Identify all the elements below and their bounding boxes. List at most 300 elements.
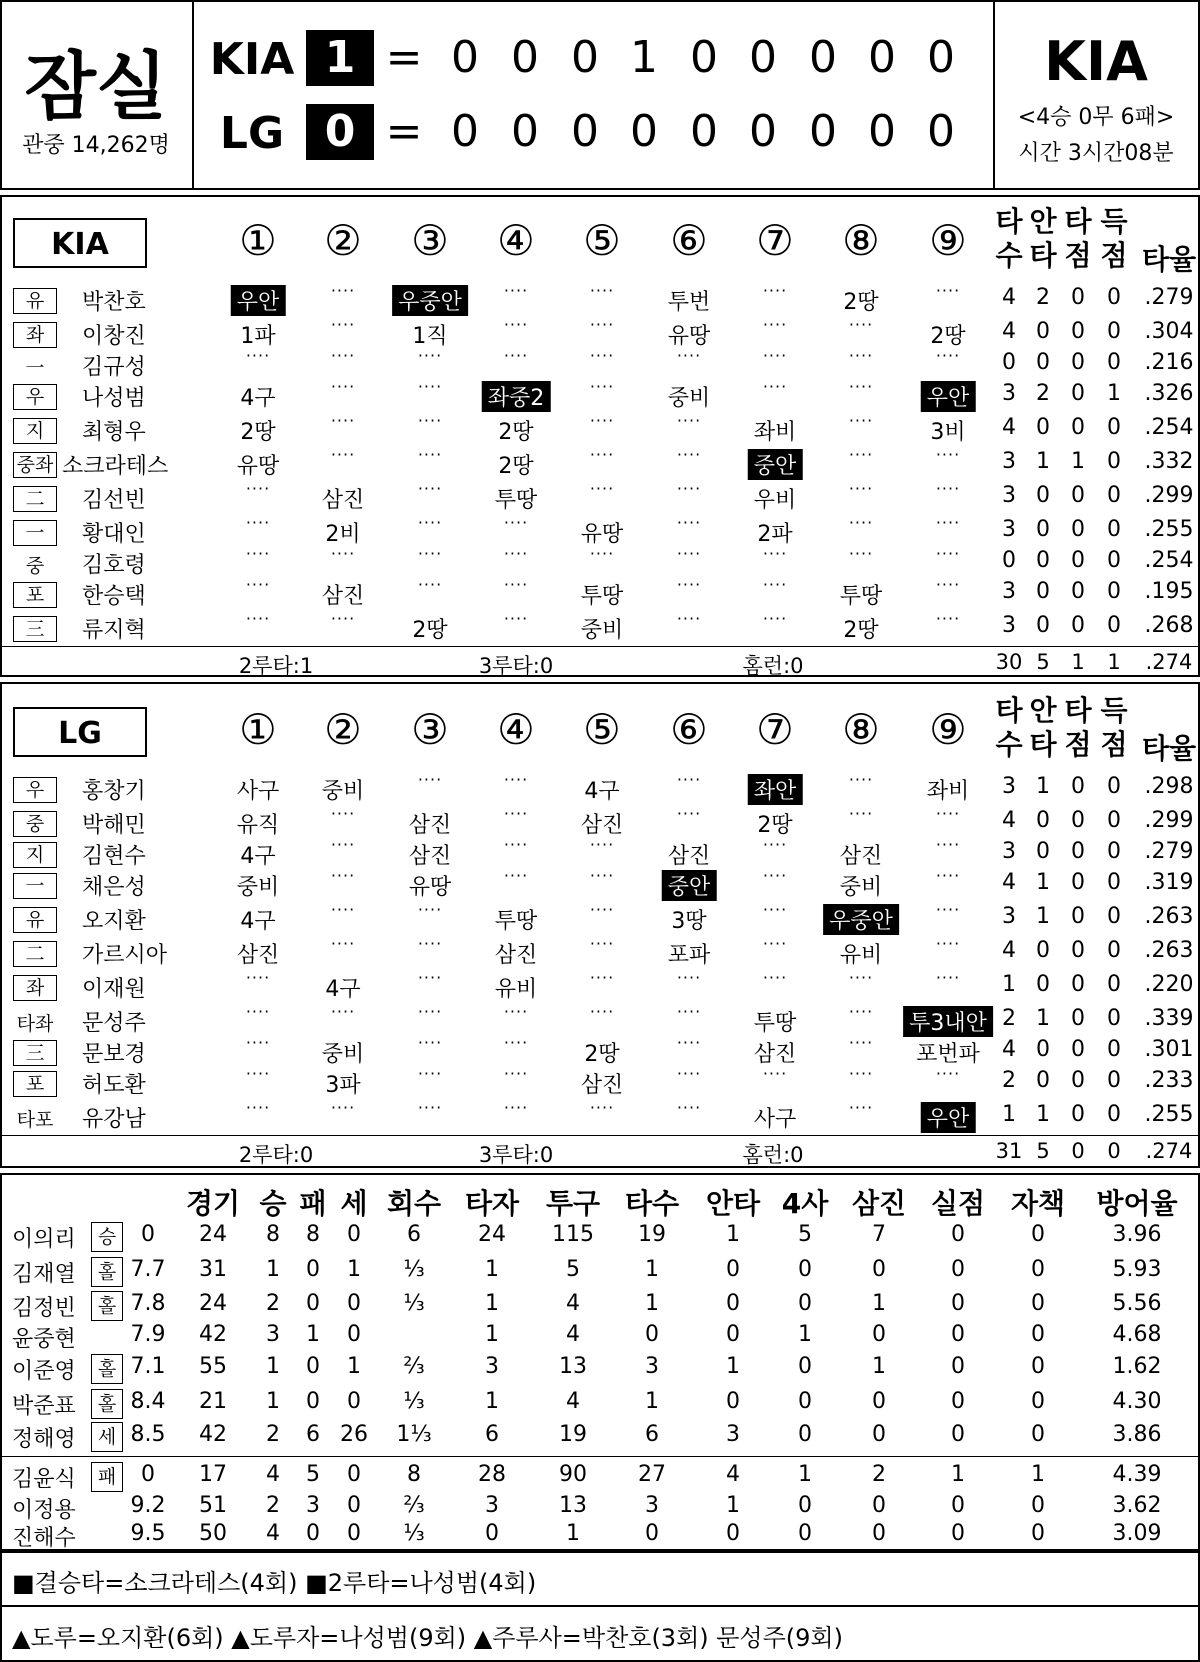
pitching-stat: 0 bbox=[306, 1354, 320, 1379]
inning-header: ③ bbox=[411, 705, 449, 754]
pitching-stat: 1 bbox=[726, 1222, 740, 1247]
batting-stat: 4 bbox=[1002, 1037, 1016, 1062]
at-bat-result: ···· bbox=[676, 1098, 702, 1117]
pitching-header: 4사 bbox=[781, 1187, 829, 1220]
at-bat-result: 투땅 bbox=[753, 1011, 797, 1036]
batting-stat: .255 bbox=[1144, 1102, 1194, 1127]
batting-total: 5 bbox=[1036, 650, 1050, 674]
pitching-stat: 7 bbox=[872, 1222, 886, 1247]
batting-stat: 2 bbox=[1036, 381, 1050, 406]
at-bat-result: ···· bbox=[935, 513, 961, 532]
linescore-inning-run: 0 bbox=[690, 106, 718, 157]
pitching-stat: 2 bbox=[872, 1462, 886, 1487]
pitching-stat: 6 bbox=[407, 1222, 421, 1247]
entry-inning: 9.2 bbox=[130, 1493, 166, 1518]
notes-divider bbox=[0, 1605, 1200, 1607]
pitching-stat: 0 bbox=[951, 1322, 965, 1347]
batting-stat: 1 bbox=[1036, 774, 1050, 799]
player-name: 이창진 bbox=[82, 324, 146, 349]
at-bat-result: ···· bbox=[848, 1002, 874, 1021]
linescore-total-runs: 0 bbox=[306, 104, 374, 160]
linescore-total-runs: 1 bbox=[306, 30, 374, 86]
batting-total: 1 bbox=[1071, 650, 1085, 674]
pitcher-name: 김윤식 bbox=[12, 1467, 76, 1492]
pitching-stat: 0 bbox=[1031, 1389, 1045, 1414]
at-bat-result: 포번파 bbox=[916, 1042, 980, 1067]
at-bat-result: 중비 bbox=[236, 875, 280, 900]
at-bat-result: 삼진 bbox=[580, 813, 624, 838]
at-bat-result: ···· bbox=[676, 804, 702, 823]
inning-header: ① bbox=[239, 216, 277, 265]
pitching-stat: 4 bbox=[266, 1462, 280, 1487]
inning-header: ⑧ bbox=[842, 705, 880, 754]
at-bat-result: ···· bbox=[848, 513, 874, 532]
player-name: 문보경 bbox=[82, 1042, 146, 1067]
attendance: 관중 14,262명 bbox=[22, 133, 170, 158]
at-bat-result: 유비 bbox=[839, 943, 883, 968]
decision-badge: 패 bbox=[91, 1462, 123, 1492]
pitching-stat: 3.86 bbox=[1112, 1422, 1162, 1447]
pitching-stat: 26 bbox=[340, 1422, 368, 1447]
position-label: 지 bbox=[13, 842, 57, 868]
batting-stat: 0 bbox=[1071, 483, 1085, 508]
player-name: 나성범 bbox=[82, 386, 146, 411]
pitching-stat: 0 bbox=[951, 1354, 965, 1379]
at-bat-result: ···· bbox=[935, 835, 961, 854]
at-bat-result: ···· bbox=[330, 934, 356, 953]
triples-total: 3루타:0 bbox=[478, 1143, 554, 1167]
pitching-stat: 42 bbox=[199, 1422, 227, 1447]
pitching-stat: 0 bbox=[1031, 1493, 1045, 1518]
pitching-header: 타수 bbox=[624, 1187, 680, 1220]
at-bat-result: 유땅 bbox=[667, 324, 711, 349]
at-bat-result: ···· bbox=[417, 900, 443, 919]
pitching-stat: 0 bbox=[798, 1354, 812, 1379]
hit-result: 우중안 bbox=[392, 285, 468, 316]
pitching-stat: 1.62 bbox=[1112, 1354, 1162, 1379]
winner-team: KIA bbox=[1044, 30, 1148, 93]
pitching-stat: ⅔ bbox=[403, 1493, 425, 1518]
batting-stat: 0 bbox=[1107, 483, 1121, 508]
player-name: 박찬호 bbox=[82, 290, 146, 315]
batting-stat: 0 bbox=[1036, 938, 1050, 963]
at-bat-result: 4구 bbox=[584, 779, 620, 804]
batting-stat: 0 bbox=[1071, 381, 1085, 406]
batting-stat: 1 bbox=[1036, 904, 1050, 929]
pitching-stat: 1 bbox=[872, 1354, 886, 1379]
at-bat-result: 투땅 bbox=[494, 488, 538, 513]
batting-stat: 0 bbox=[1036, 1037, 1050, 1062]
pitching-stat: 0 bbox=[306, 1257, 320, 1282]
batting-stat: 3 bbox=[1002, 449, 1016, 474]
at-bat-result: 삼진 bbox=[839, 844, 883, 869]
pitching-stat: 3 bbox=[645, 1493, 659, 1518]
pitching-stat: 0 bbox=[347, 1222, 361, 1247]
at-bat-result: ···· bbox=[589, 544, 615, 563]
inning-header: ⑤ bbox=[583, 705, 621, 754]
hit-result: 좌안 bbox=[748, 774, 803, 805]
doubles-total: 2루타:1 bbox=[238, 654, 314, 678]
pitching-header: 회수 bbox=[386, 1187, 442, 1220]
at-bat-result: ···· bbox=[935, 575, 961, 594]
inning-header: ⑨ bbox=[929, 705, 967, 754]
at-bat-result: ···· bbox=[848, 315, 874, 334]
at-bat-result: ···· bbox=[762, 609, 788, 628]
at-bat-result: ···· bbox=[417, 346, 443, 365]
batting-stat: 0 bbox=[1036, 319, 1050, 344]
at-bat-result: ···· bbox=[762, 866, 788, 885]
at-bat-result: ···· bbox=[330, 411, 356, 430]
homeruns-total: 홈런:0 bbox=[742, 654, 804, 678]
at-bat-result: ···· bbox=[589, 411, 615, 430]
pitching-stat: 0 bbox=[726, 1521, 740, 1546]
pitching-stat: 3 bbox=[306, 1493, 320, 1518]
stat-header: 득 bbox=[1100, 694, 1128, 727]
pitching-stat: 1 bbox=[266, 1389, 280, 1414]
pitching-stat: 31 bbox=[199, 1257, 227, 1282]
stat-header: 타 bbox=[995, 694, 1023, 727]
batting-stat: .279 bbox=[1144, 285, 1194, 310]
at-bat-result: 2땅 bbox=[930, 324, 966, 349]
linescore-inning-run: 0 bbox=[630, 106, 658, 157]
pitching-stat: 2 bbox=[266, 1291, 280, 1316]
at-bat-result: ···· bbox=[245, 1098, 271, 1117]
at-bat-result: 2파 bbox=[757, 522, 793, 547]
at-bat-result: 삼진 bbox=[408, 844, 452, 869]
at-bat-result: 4구 bbox=[240, 844, 276, 869]
at-bat-result: ···· bbox=[245, 346, 271, 365]
inning-header: ⑥ bbox=[670, 705, 708, 754]
pitching-stat: 0 bbox=[951, 1521, 965, 1546]
inning-header: ③ bbox=[411, 216, 449, 265]
at-bat-result: ···· bbox=[417, 770, 443, 789]
batting-total: 30 bbox=[995, 650, 1023, 674]
player-name: 문성주 bbox=[82, 1011, 146, 1036]
at-bat-result: ···· bbox=[245, 513, 271, 532]
pitching-stat: 0 bbox=[872, 1322, 886, 1347]
decision-badge: 홀 bbox=[91, 1389, 123, 1419]
batting-stat: 0 bbox=[1071, 285, 1085, 310]
entry-inning: 7.7 bbox=[130, 1257, 166, 1282]
batting-stat: 0 bbox=[1071, 1006, 1085, 1031]
linescore-inning-run: 0 bbox=[511, 32, 539, 83]
pitcher-name: 이정용 bbox=[12, 1498, 76, 1523]
totals-divider bbox=[0, 646, 1200, 647]
linescore-inning-run: 0 bbox=[927, 32, 955, 83]
batting-stat: 2 bbox=[1002, 1068, 1016, 1093]
pitching-stat: 1 bbox=[798, 1462, 812, 1487]
inning-header: ⑤ bbox=[583, 216, 621, 265]
inning-header: ⑦ bbox=[756, 705, 794, 754]
batting-stat: 1 bbox=[1002, 1102, 1016, 1127]
batting-stat: 0 bbox=[1036, 1068, 1050, 1093]
at-bat-result: ···· bbox=[503, 1064, 529, 1083]
position-label: 二 bbox=[13, 486, 57, 512]
at-bat-result: ···· bbox=[589, 377, 615, 396]
pitching-stat: 0 bbox=[1031, 1322, 1045, 1347]
position-label: 지 bbox=[13, 418, 57, 444]
batting-stat: 0 bbox=[1071, 839, 1085, 864]
batting-stat: 0 bbox=[1071, 1068, 1085, 1093]
at-bat-result: 1직 bbox=[412, 324, 448, 349]
pitching-stat: 8 bbox=[266, 1222, 280, 1247]
position-label: 二 bbox=[13, 941, 57, 967]
pitching-stat: 17 bbox=[199, 1462, 227, 1487]
pitching-stat: 1 bbox=[645, 1291, 659, 1316]
pitching-stat: 24 bbox=[478, 1222, 506, 1247]
pitching-header: 삼진 bbox=[851, 1187, 907, 1220]
batting-stat: .268 bbox=[1144, 613, 1194, 638]
batting-stat: 0 bbox=[1071, 1037, 1085, 1062]
at-bat-result: 삼진 bbox=[408, 813, 452, 838]
pitching-stat: 0 bbox=[951, 1493, 965, 1518]
pitching-stat: 4 bbox=[726, 1462, 740, 1487]
player-name: 소크라테스 bbox=[62, 454, 169, 479]
pitching-stat: 0 bbox=[872, 1389, 886, 1414]
at-bat-result: ···· bbox=[589, 934, 615, 953]
pitcher-name: 이의리 bbox=[12, 1227, 76, 1252]
pitching-stat: 28 bbox=[478, 1462, 506, 1487]
at-bat-result: 유비 bbox=[494, 977, 538, 1002]
stat-header: 안 bbox=[1029, 205, 1057, 238]
pitching-stat: 0 bbox=[347, 1521, 361, 1546]
pitcher-name: 윤중현 bbox=[12, 1327, 76, 1352]
pitching-stat: 5 bbox=[566, 1257, 580, 1282]
at-bat-result: 중비 bbox=[839, 875, 883, 900]
batting-stat: .326 bbox=[1144, 381, 1194, 406]
at-bat-result: ···· bbox=[935, 804, 961, 823]
batting-total: .274 bbox=[1145, 1139, 1193, 1163]
at-bat-result: ···· bbox=[935, 900, 961, 919]
batting-stat: 0 bbox=[1107, 1037, 1121, 1062]
at-bat-result: ···· bbox=[417, 411, 443, 430]
batting-stat: 0 bbox=[1071, 548, 1085, 573]
linescore-team-name: LG bbox=[219, 108, 285, 159]
linescore-inning-run: 0 bbox=[809, 106, 837, 157]
stat-header: 점 bbox=[1064, 239, 1092, 272]
hit-result: 우안 bbox=[921, 381, 976, 412]
pitching-stat: 1 bbox=[306, 1322, 320, 1347]
pitching-stat: 0 bbox=[951, 1389, 965, 1414]
position-label: 一 bbox=[25, 357, 45, 379]
pitching-stat: 24 bbox=[199, 1222, 227, 1247]
at-bat-result: ···· bbox=[762, 281, 788, 300]
entry-inning: 8.5 bbox=[130, 1422, 166, 1447]
at-bat-result: ···· bbox=[417, 1033, 443, 1052]
at-bat-result: ···· bbox=[245, 1033, 271, 1052]
pitching-stat: 1 bbox=[645, 1257, 659, 1282]
pitching-header: 세 bbox=[340, 1187, 368, 1220]
at-bat-result: ···· bbox=[417, 1002, 443, 1021]
at-bat-result: 중비 bbox=[667, 386, 711, 411]
pitcher-name: 김재열 bbox=[12, 1262, 76, 1287]
at-bat-result: 2비 bbox=[325, 522, 361, 547]
linescore-inning-run: 0 bbox=[868, 106, 896, 157]
pitching-stat: ⅓ bbox=[403, 1521, 425, 1546]
pitching-stat: 90 bbox=[559, 1462, 587, 1487]
stat-header: 수 bbox=[995, 728, 1023, 761]
pitching-stat: 3 bbox=[726, 1422, 740, 1447]
batting-stat: 0 bbox=[1107, 579, 1121, 604]
batting-stat: 1 bbox=[1036, 449, 1050, 474]
pitching-stat: 4.39 bbox=[1112, 1462, 1162, 1487]
pitching-stat: ⅓ bbox=[403, 1291, 425, 1316]
batting-stat: 1 bbox=[1036, 1102, 1050, 1127]
at-bat-result: ···· bbox=[417, 479, 443, 498]
pitching-stat: 0 bbox=[1031, 1354, 1045, 1379]
batting-stat: 0 bbox=[1107, 972, 1121, 997]
batting-total: 31 bbox=[995, 1139, 1023, 1163]
pitching-stat: 19 bbox=[638, 1222, 666, 1247]
batting-stat: 1 bbox=[1002, 972, 1016, 997]
at-bat-result: 우비 bbox=[753, 488, 797, 513]
batting-stat: 0 bbox=[1036, 350, 1050, 375]
venue-title: 잠실 bbox=[24, 44, 168, 130]
header-divider-left bbox=[192, 0, 194, 190]
player-name: 허도환 bbox=[82, 1073, 146, 1098]
decision-badge: 세 bbox=[91, 1422, 123, 1452]
player-name: 가르시아 bbox=[82, 943, 168, 968]
batting-stat: 0 bbox=[1107, 839, 1121, 864]
player-name: 김선빈 bbox=[82, 488, 146, 513]
linescore-inning-run: 0 bbox=[451, 106, 479, 157]
pitching-stat: 0 bbox=[798, 1257, 812, 1282]
at-bat-result: ···· bbox=[503, 513, 529, 532]
pitching-stat: 1 bbox=[726, 1493, 740, 1518]
at-bat-result: ···· bbox=[762, 968, 788, 987]
at-bat-result: ···· bbox=[245, 1064, 271, 1083]
batting-stat: .301 bbox=[1144, 1037, 1194, 1062]
at-bat-result: ···· bbox=[676, 968, 702, 987]
player-name: 박해민 bbox=[82, 813, 146, 838]
homeruns-total: 홈런:0 bbox=[742, 1143, 804, 1167]
linescore-inning-run: 1 bbox=[630, 32, 658, 83]
at-bat-result: ···· bbox=[935, 866, 961, 885]
linescore-inning-run: 0 bbox=[809, 32, 837, 83]
pitching-header: 타자 bbox=[464, 1187, 520, 1220]
at-bat-result: ···· bbox=[935, 479, 961, 498]
at-bat-result: ···· bbox=[848, 1033, 874, 1052]
at-bat-result: 삼진 bbox=[321, 488, 365, 513]
at-bat-result: ···· bbox=[330, 445, 356, 464]
pitching-stat: 8 bbox=[407, 1462, 421, 1487]
stat-header: 점 bbox=[1064, 728, 1092, 761]
at-bat-result: ···· bbox=[762, 315, 788, 334]
pitching-stat: 1 bbox=[726, 1354, 740, 1379]
at-bat-result: ···· bbox=[417, 575, 443, 594]
batting-stat: 0 bbox=[1036, 808, 1050, 833]
pitching-stat: 6 bbox=[306, 1422, 320, 1447]
batting-stat: 0 bbox=[1107, 517, 1121, 542]
at-bat-result: ···· bbox=[935, 544, 961, 563]
game-notes-line2: ▲도루=오지환(6회) ▲도루자=나성범(9회) ▲주루사=박찬호(3회) 문성주(9회) bbox=[12, 1624, 843, 1652]
pitching-stat: 5 bbox=[798, 1222, 812, 1247]
player-name: 한승택 bbox=[82, 584, 146, 609]
pitching-stat: 0 bbox=[798, 1389, 812, 1414]
pitching-stat: 0 bbox=[306, 1291, 320, 1316]
game-duration: 시간 3시간08분 bbox=[1018, 141, 1174, 166]
at-bat-result: ···· bbox=[503, 544, 529, 563]
hit-result: 우중안 bbox=[823, 904, 899, 935]
at-bat-result: ···· bbox=[589, 1098, 615, 1117]
batting-total: 1 bbox=[1107, 650, 1121, 674]
decision-badge: 홀 bbox=[91, 1354, 123, 1384]
at-bat-result: ···· bbox=[762, 346, 788, 365]
pitching-stat: 0 bbox=[1031, 1521, 1045, 1546]
batting-stat: 0 bbox=[1107, 613, 1121, 638]
at-bat-result: 4구 bbox=[240, 386, 276, 411]
pitching-stat: 0 bbox=[347, 1493, 361, 1518]
pitching-stat: 1 bbox=[1031, 1462, 1045, 1487]
pitching-stat: 2 bbox=[266, 1422, 280, 1447]
at-bat-result: 삼진 bbox=[494, 943, 538, 968]
player-name: 김현수 bbox=[82, 844, 146, 869]
at-bat-result: ···· bbox=[589, 900, 615, 919]
at-bat-result: 2땅 bbox=[843, 618, 879, 643]
at-bat-result: ···· bbox=[762, 544, 788, 563]
at-bat-result: ···· bbox=[848, 445, 874, 464]
batting-stat: 0 bbox=[1036, 415, 1050, 440]
batting-stat: 3 bbox=[1002, 381, 1016, 406]
batting-stat: 3 bbox=[1002, 517, 1016, 542]
pitching-stat: 1 bbox=[566, 1521, 580, 1546]
pitching-stat: 5.56 bbox=[1112, 1291, 1162, 1316]
at-bat-result: ···· bbox=[848, 1064, 874, 1083]
batting-stat: 0 bbox=[1107, 350, 1121, 375]
pitching-stat: 13 bbox=[559, 1493, 587, 1518]
stat-header: 타 bbox=[1029, 239, 1057, 272]
at-bat-result: ···· bbox=[417, 934, 443, 953]
at-bat-result: ···· bbox=[676, 609, 702, 628]
pitching-stat: 1 bbox=[645, 1389, 659, 1414]
entry-inning: 7.8 bbox=[130, 1291, 166, 1316]
position-label: 중 bbox=[13, 811, 57, 837]
batting-stat: 4 bbox=[1002, 870, 1016, 895]
at-bat-result: ···· bbox=[245, 1002, 271, 1021]
pitching-stat: 1 bbox=[951, 1462, 965, 1487]
entry-inning: 0 bbox=[141, 1462, 155, 1487]
batting-stat: 0 bbox=[1071, 972, 1085, 997]
batting-stat: .255 bbox=[1144, 517, 1194, 542]
batting-stat: 4 bbox=[1002, 319, 1016, 344]
pitching-box bbox=[0, 1173, 1200, 1551]
at-bat-result: ···· bbox=[330, 804, 356, 823]
batting-stat: 3 bbox=[1002, 774, 1016, 799]
batting-stat: 0 bbox=[1071, 415, 1085, 440]
pitching-stat: 0 bbox=[726, 1291, 740, 1316]
player-name: 김호령 bbox=[82, 553, 146, 578]
batting-stat: 0 bbox=[1107, 319, 1121, 344]
batting-stat: 0 bbox=[1107, 449, 1121, 474]
linescore-inning-run: 0 bbox=[571, 106, 599, 157]
at-bat-result: 투땅 bbox=[494, 909, 538, 934]
position-label: 중 bbox=[25, 555, 45, 577]
kia-team-label: KIA bbox=[13, 218, 147, 268]
at-bat-result: 유직 bbox=[236, 813, 280, 838]
batting-stat: 0 bbox=[1071, 319, 1085, 344]
pitching-stat: 27 bbox=[638, 1462, 666, 1487]
pitching-stat: 0 bbox=[872, 1257, 886, 1282]
at-bat-result: ···· bbox=[503, 866, 529, 885]
at-bat-result: ···· bbox=[848, 804, 874, 823]
player-name: 홍창기 bbox=[82, 779, 146, 804]
at-bat-result: ···· bbox=[417, 544, 443, 563]
at-bat-result: ···· bbox=[330, 1002, 356, 1021]
at-bat-result: ···· bbox=[417, 1064, 443, 1083]
batting-total: 0 bbox=[1071, 1139, 1085, 1163]
player-name: 류지혁 bbox=[82, 618, 146, 643]
at-bat-result: 투번 bbox=[667, 290, 711, 315]
